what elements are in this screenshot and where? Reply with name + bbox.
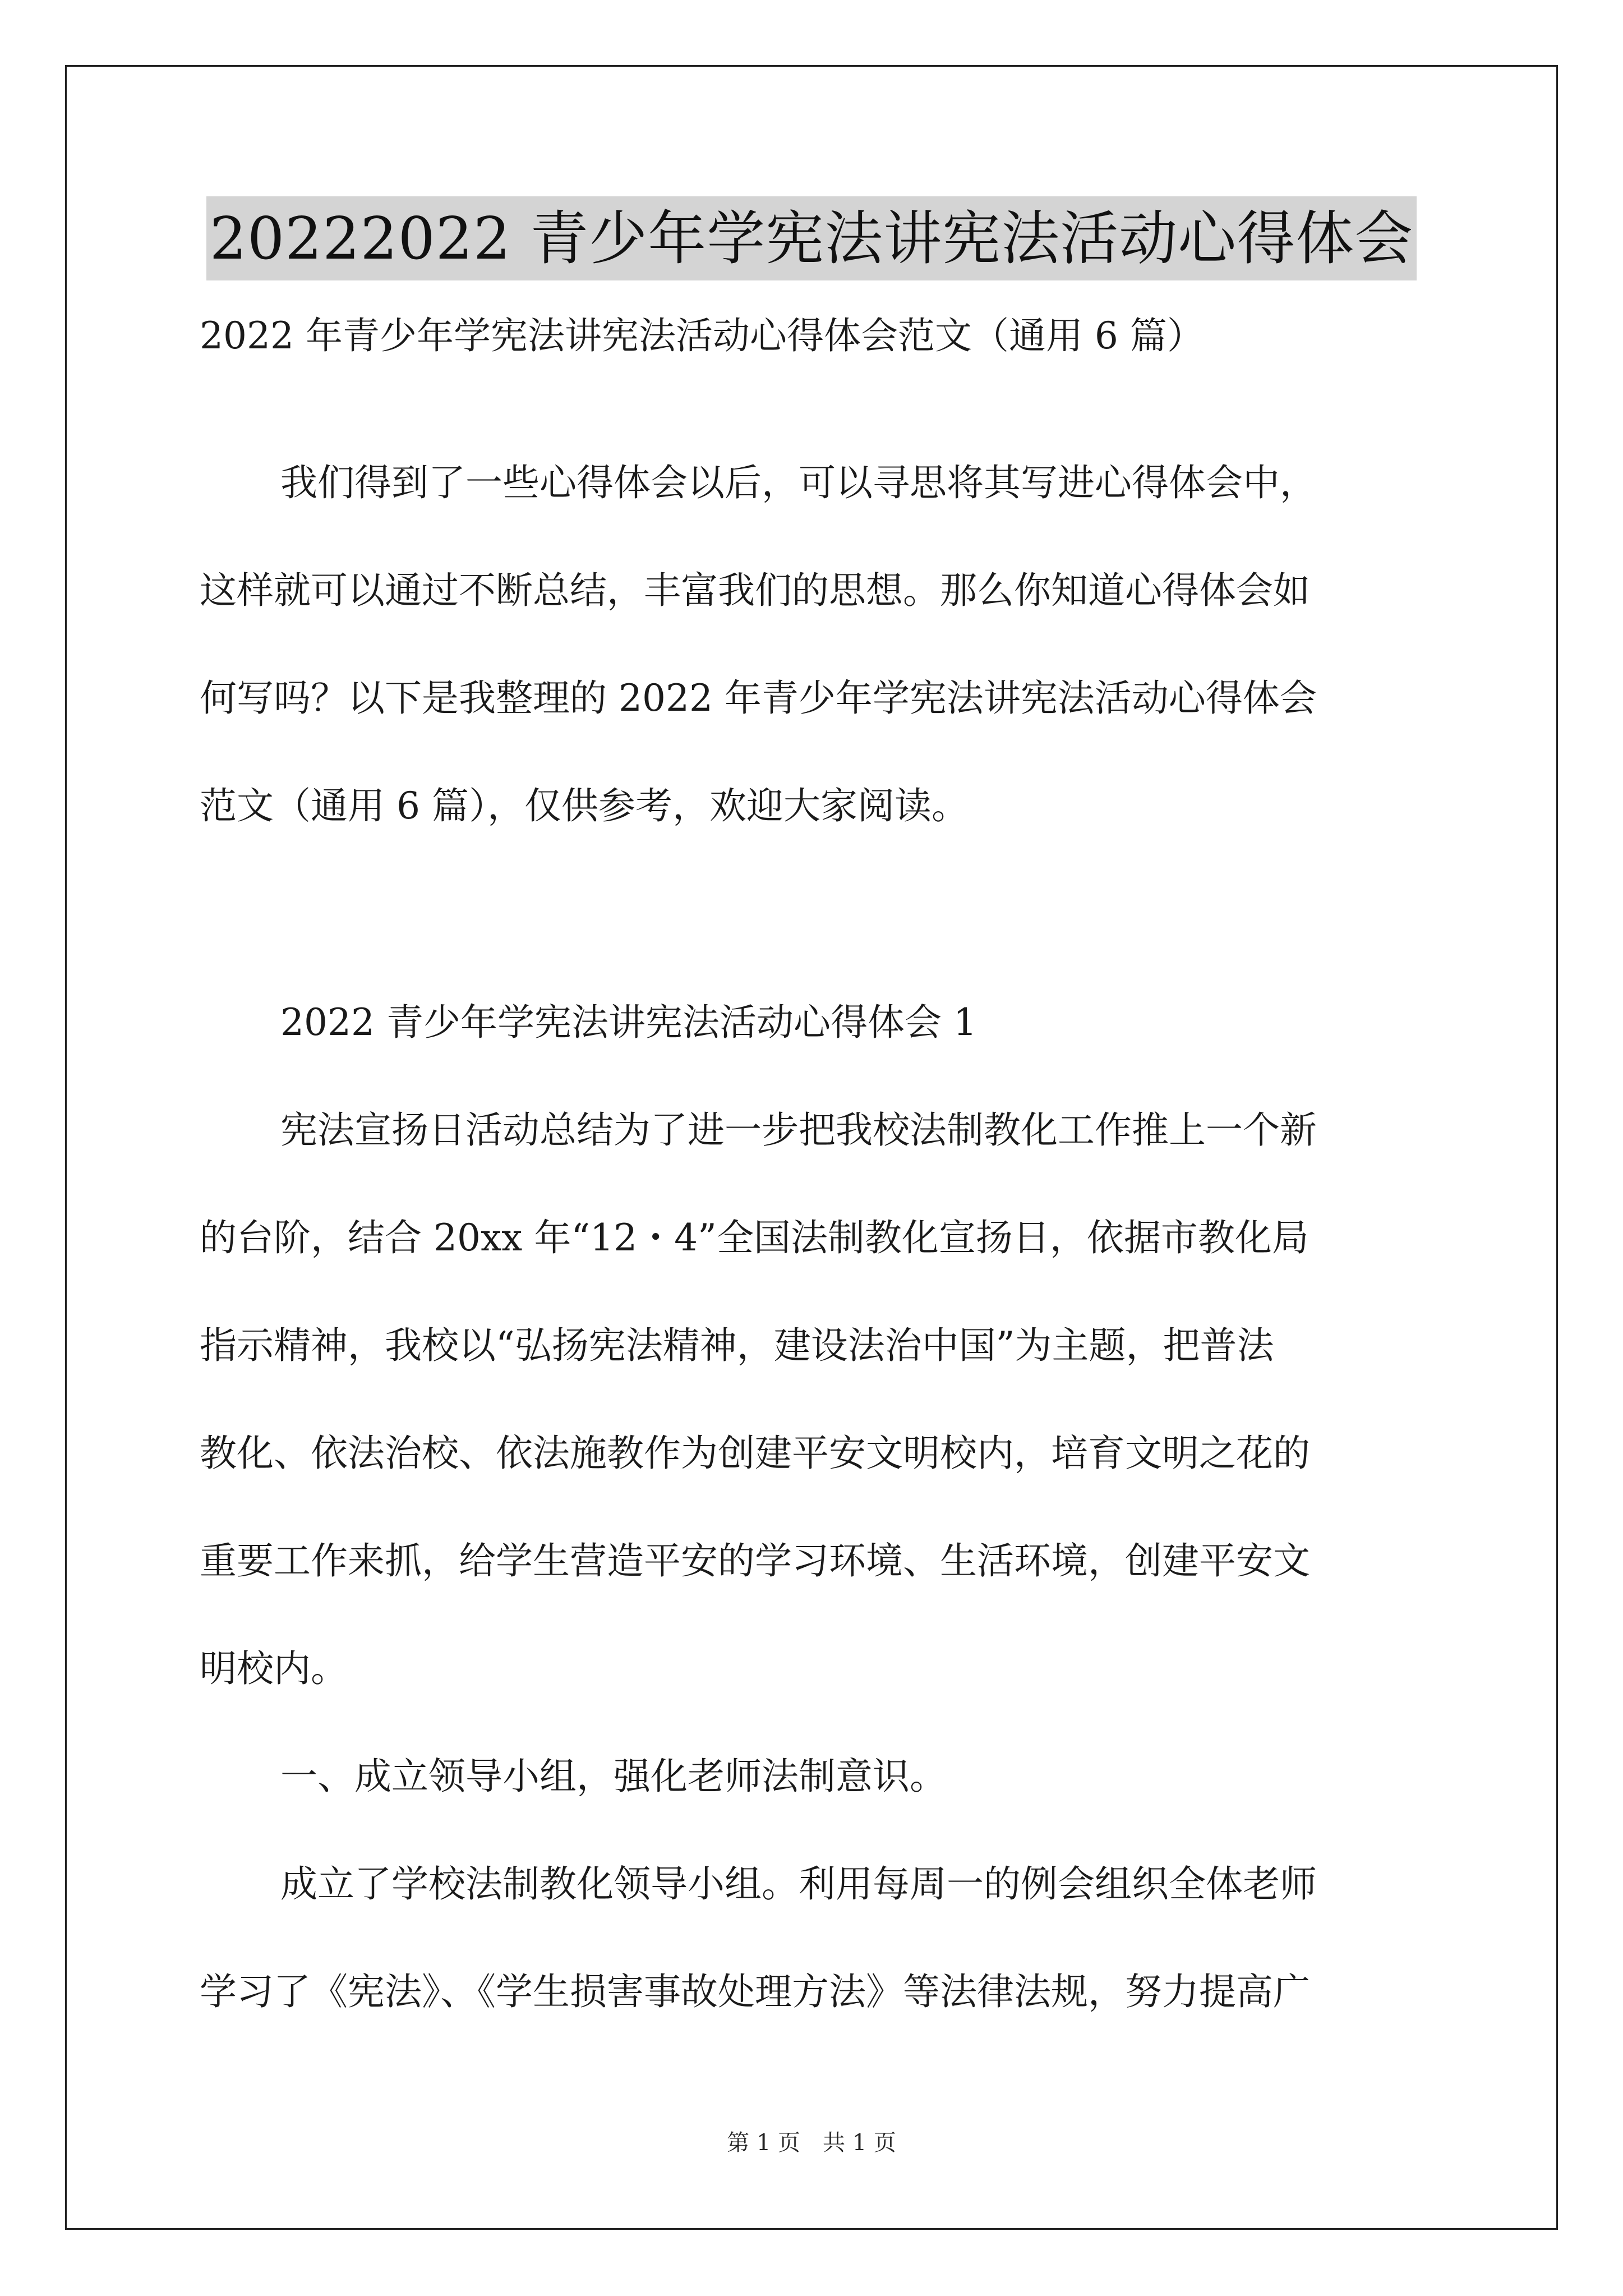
title-container: [0, 196, 1623, 280]
document-title: 20222022 青少年学宪法讲宪法活动心得体会: [206, 196, 1417, 280]
paragraph-line: 我们得到了一些心得体会以后，可以寻思将其写进心得体会中，: [280, 461, 1317, 504]
paragraph-line: 明校内。: [200, 1647, 348, 1690]
paragraph-line: 这样就可以通过不断总结，丰富我们的思想。那么你知道心得体会如: [200, 569, 1310, 612]
subtitle-line: 2022 年青少年学宪法讲宪法活动心得体会范文（通用 6 篇）: [200, 314, 1204, 357]
section-heading: 2022 青少年学宪法讲宪法活动心得体会 1: [280, 1001, 977, 1044]
paragraph-line: 学习了《宪法》、《学生损害事故处理方法》等法律法规，努力提高广: [200, 1970, 1310, 2013]
subsection-heading: 一、成立领导小组，强化老师法制意识。: [280, 1755, 947, 1798]
paragraph-line: 宪法宣扬日活动总结为了进一步把我校法制教化工作推上一个新: [280, 1108, 1317, 1152]
paragraph-line: 何写吗？以下是我整理的 2022 年青少年学宪法讲宪法活动心得体会: [200, 677, 1317, 720]
page-footer: 第 1 页 共 1 页: [727, 2130, 896, 2156]
paragraph-line: 指示精神，我校以“弘扬宪法精神，建设法治中国”为主题，把普法: [200, 1324, 1274, 1367]
paragraph-line: 教化、依法治校、依法施教作为创建平安文明校内，培育文明之花的: [200, 1432, 1310, 1475]
paragraph-line: 的台阶，结合 20xx 年“12・4”全国法制教化宣扬日，依据市教化局: [200, 1216, 1309, 1259]
paragraph-line: 重要工作来抓，给学生营造平安的学习环境、生活环境，创建平安文: [200, 1539, 1310, 1582]
paragraph-line: 成立了学校法制教化领导小组。利用每周一的例会组织全体老师: [280, 1862, 1317, 1906]
paragraph-line: 范文（通用 6 篇），仅供参考，欢迎大家阅读。: [200, 784, 969, 827]
